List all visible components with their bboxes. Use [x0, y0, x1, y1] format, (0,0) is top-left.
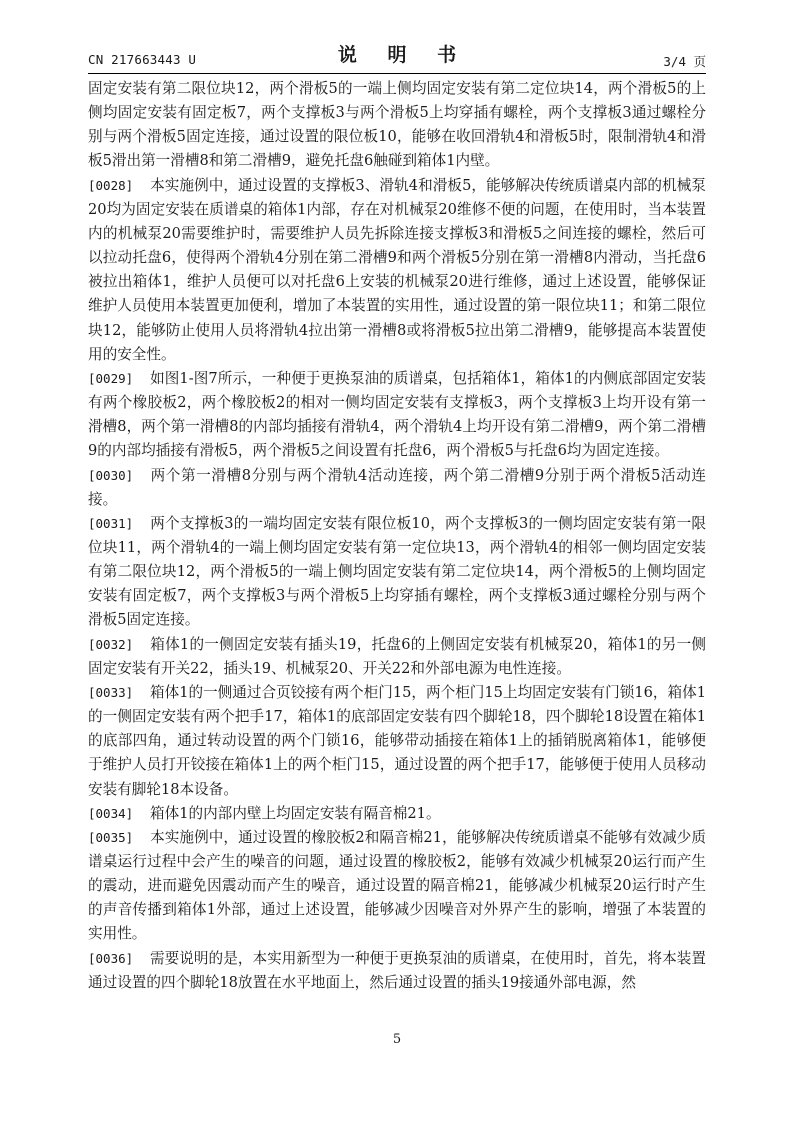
paragraph-list	[88, 174, 706, 995]
paragraph-text: 箱体1的内部内壁上均固定安装有隔音棉21。	[150, 804, 441, 822]
paragraph-number: [0033]	[88, 684, 134, 700]
continuation-paragraph: 固定安装有第二限位块12，两个滑板5的一端上侧均固定安装有第二定位块14，两个滑板5的上侧均固定安装有固定板7，两个支撑板3与两个滑板5上均穿插有螺栓，两个支撑板3通过螺栓分别与两个滑板5固定连接，通过设置的限位板10，能够在收回滑轨4和滑板5时，限制滑轨4和滑板5滑出第一滑槽8和第二滑槽9，避免托盘6触碰到箱体1内壁。	[88, 80, 706, 170]
paragraph-number: [0035]	[88, 829, 134, 845]
paragraph-text: 本实施例中，通过设置的橡胶板2和隔音棉21，能够解决传统质谱桌不能够有效减少质谱桌运行过程中会产生的噪音的问题，通过设置的橡胶板2，能够有效减少机械泵20运行而产生的震动，进而避免因震动而产生的噪音，通过设置的隔音棉21，能够减少机械泵20运行时产生的声音传播到箱体1外部，通过上述设置，能够减少因噪音对外界产生的影响，增强了本装置的实用性。	[88, 828, 706, 943]
paragraph	[88, 367, 706, 464]
paragraph-number: [0030]	[88, 467, 134, 483]
page-number: 5	[392, 1032, 402, 1047]
document-number: CN 217663443 U	[88, 52, 197, 67]
paragraph-number: [0032]	[88, 636, 134, 652]
paragraph-text: 箱体1的一侧固定安装有插头19，托盘6的上侧固定安装有机械泵20，箱体1的另一侧固定安装有开关22，插头19、机械泵20、开关22和外部电源为电性连接。	[88, 635, 706, 677]
paragraph-text: 本实施例中，通过设置的支撑板3、滑轨4和滑板5，能够解决传统质谱桌内部的机械泵20均为固定安装在质谱桌的箱体1内部，存在对机械泵20维修不便的问题，在使用时，当本装置内的机械泵20需要维护时，需要维护人员先拆除连接支撑板3和滑板5之间连接的螺栓，然后可以拉动托盘6，使得两个滑轨4分别在第二滑槽9和两个滑板5分别在第一滑槽8内滑动，当托盘6被拉出箱体1，维护人员便可以对托盘6上安装的机械泵20进行维修，通过上述设置，能够保证维护人员使用本装置更加便利，增加了本装置的实用性，通过设置的第一限位块11；和第二限位块12，能够防止使用人员将滑轨4拉出第一滑槽8或将滑板5拉出第二滑槽9，能够提高本装置使用的安全性。	[88, 176, 706, 363]
paragraph-text: 两个支撑板3的一端均固定安装有限位板10，两个支撑板3的一侧均固定安装有第一限位块11，两个滑轨4的一端上侧均固定安装有第一定位块13，两个滑轨4的相邻一侧均固定安装有第二限位块12，两个滑板5的一端上侧均固定安装有第二定位块14，两个滑板5的上侧均固定安装有固定板7，两个支撑板3与两个滑板5上均穿插有螺栓，两个支撑板3通过螺栓分别与两个滑板5固定连接。	[88, 514, 706, 629]
paragraph	[88, 826, 706, 947]
document-title: 说 明 书	[337, 44, 469, 66]
header-rule	[88, 73, 706, 74]
paragraph-text: 两个第一滑槽8分别与两个滑轨4活动连接，两个第二滑槽9分别于两个滑板5活动连接。	[88, 466, 706, 508]
paragraph	[88, 464, 706, 512]
paragraph	[88, 633, 706, 681]
paragraph-text: 箱体1的一侧通过合页铰接有两个柜门15，两个柜门15上均固定安装有门锁16，箱体1的一侧固定安装有两个把手17，箱体1的底部固定安装有四个脚轮18，四个脚轮18设置在箱体1的底部四角，通过转动设置的两个门锁16，能够带动插接在箱体1上的插销脱离箱体1，能够便于维护人员打开铰接在箱体1上的两个柜门15，通过设置的两个把手17，能够便于使用人员移动安装有脚轮18本设备。	[88, 683, 706, 798]
page-indicator: 3/4 页	[663, 54, 706, 69]
page-header	[88, 40, 706, 76]
paragraph-text: 需要说明的是，本实用新型为一种便于更换泵油的质谱桌，在使用时，首先，将本装置通过设置的四个脚轮18放置在水平地面上，然后通过设置的插头19接通外部电源，然	[88, 949, 706, 991]
paragraph-number: [0036]	[88, 950, 134, 966]
paragraph-number: [0029]	[88, 370, 134, 386]
paragraph	[88, 512, 706, 633]
paragraph-text: 如图1-图7所示，一种便于更换泵油的质谱桌，包括箱体1，箱体1的内侧底部固定安装有两个橡胶板2，两个橡胶板2的相对一侧均固定安装有支撑板3，两个支撑板3上均开设有第一滑槽8，两个第一滑槽8的内部均插接有滑轨4，两个滑轨4上均开设有第二滑槽9，两个第二滑槽9的内部均插接有滑板5，两个滑板5之间设置有托盘6，两个滑板5与托盘6均为固定连接。	[88, 369, 706, 460]
paragraph	[88, 802, 706, 826]
document-body	[88, 77, 706, 995]
paragraph-number: [0031]	[88, 515, 134, 531]
paragraph-number: [0028]	[88, 177, 134, 193]
paragraph-number: [0034]	[88, 805, 134, 821]
paragraph	[88, 681, 706, 802]
paragraph	[88, 947, 706, 995]
paragraph	[88, 174, 706, 367]
